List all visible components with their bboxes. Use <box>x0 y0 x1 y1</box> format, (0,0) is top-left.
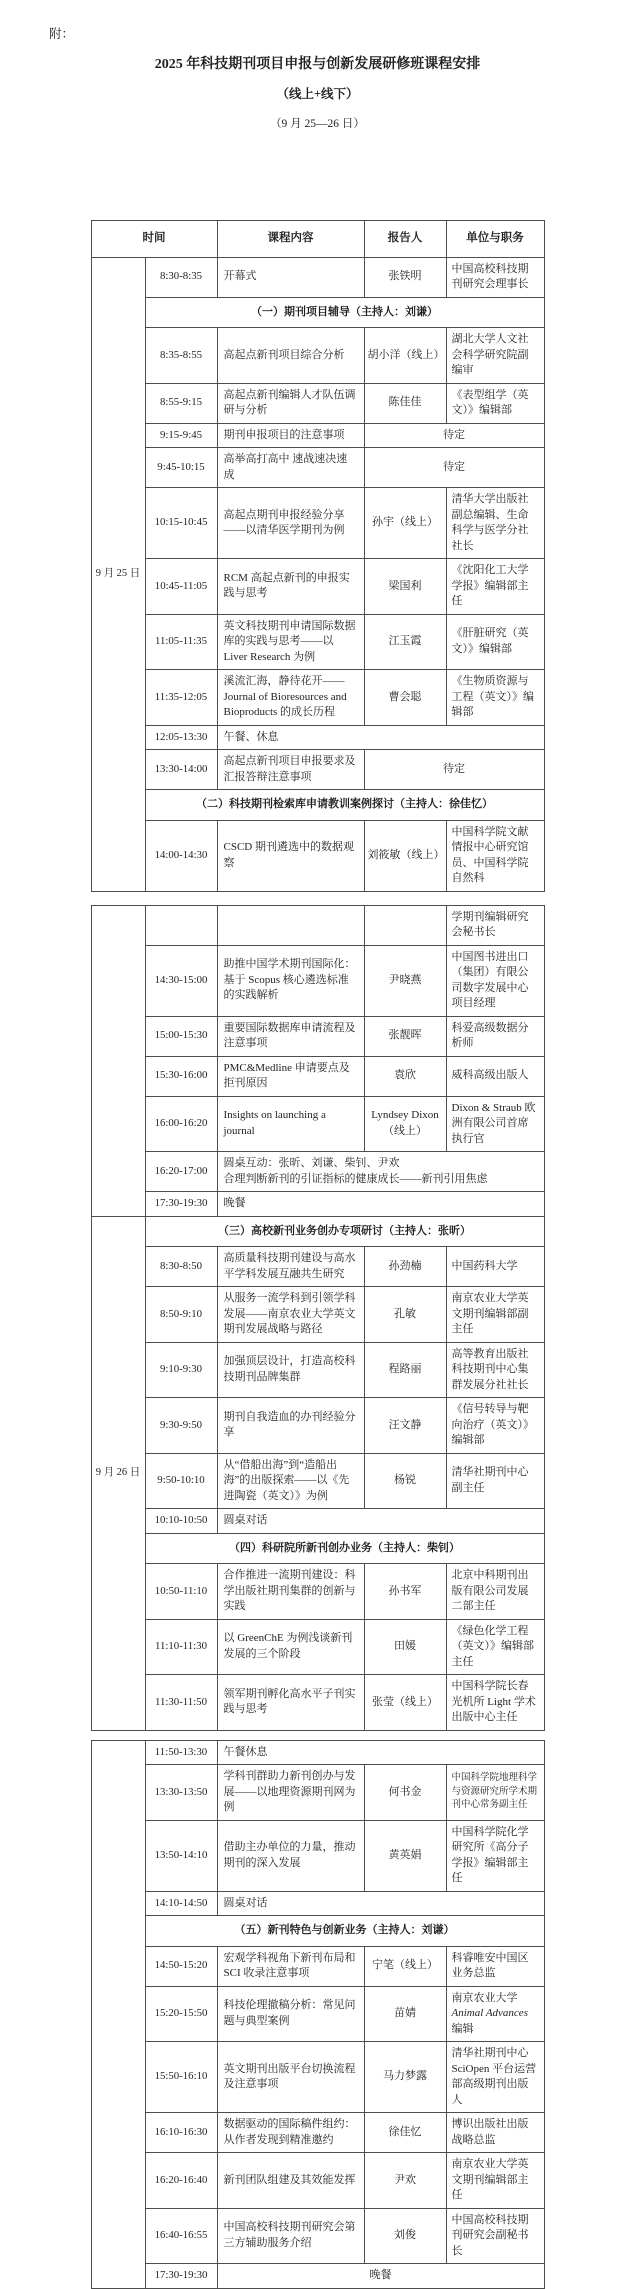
time-cell: 14:00-14:30 <box>145 820 217 891</box>
time-cell: 11:10-11:30 <box>145 1619 217 1675</box>
table-row <box>91 1287 544 1343</box>
table-row <box>91 1152 544 1192</box>
table-row <box>91 1891 544 1916</box>
day-cell <box>91 1740 145 2288</box>
speaker-cell: 张莹（线上） <box>364 1675 446 1731</box>
time-cell: 15:30-16:00 <box>145 1056 217 1096</box>
content-cell: 新刊团队组建及其效能发挥 <box>217 2153 364 2209</box>
speaker-cell: 程路丽 <box>364 1342 446 1398</box>
merged-content-cell: 圆桌对话 <box>217 1891 544 1916</box>
time-cell: 11:50-13:30 <box>145 1740 217 1765</box>
affiliation-cell: 《绿色化学工程（英文）》编辑部主任 <box>446 1619 544 1675</box>
time-cell: 13:50-14:10 <box>145 1820 217 1891</box>
affiliation-text: 南京农业大学 <box>451 1991 518 2004</box>
content-cell: Insights on launching a journal <box>217 1096 364 1152</box>
affiliation-cell: 中国科学院文献情报中心研究馆员、中国科学院自然科 <box>446 820 544 891</box>
speaker-cell: 陈佳佳 <box>364 383 446 423</box>
page-date-range: （9 月 25—26 日） <box>270 118 365 130</box>
table-row <box>91 945 544 1016</box>
time-cell: 8:55-9:15 <box>145 383 217 423</box>
table-row <box>91 1192 544 1217</box>
affiliation-cell: 清华大学出版社副总编辑、生命科学与医学分社社长 <box>446 488 544 559</box>
affiliation-cell <box>446 1986 544 2042</box>
affiliation-cell: 威科高级出版人 <box>446 1056 544 1096</box>
affiliation-journal-name: Animal Advances <box>451 2007 528 2019</box>
table-row <box>91 559 544 615</box>
table-row <box>91 1056 544 1096</box>
affiliation-cell: 中国高校科技期刊研究会副秘书长 <box>446 2208 544 2264</box>
speaker-cell: 苗婧 <box>364 1986 446 2042</box>
speaker-cell: Lyndsey Dixon（线上） <box>364 1096 446 1152</box>
schedule-table-page-3 <box>91 1740 545 2289</box>
affiliation-cell: 《沈阳化工大学学报》编辑部主任 <box>446 559 544 615</box>
table-row <box>91 1453 544 1509</box>
time-cell: 9:15-9:45 <box>145 423 217 448</box>
section-title-cell: （五）新刊特色与创新业务（主持人：刘谦） <box>145 1916 544 1947</box>
content-cell: 中国高校科技期刊研究会第三方辅助服务介绍 <box>217 2208 364 2264</box>
time-cell: 14:10-14:50 <box>145 1891 217 1916</box>
column-header-affiliation: 单位与职务 <box>446 221 544 258</box>
section-title-cell: （一）期刊项目辅导（主持人：刘谦） <box>145 297 544 328</box>
affiliation-cell: 中国科学院长春光机所 Light 学术出版中心主任 <box>446 1675 544 1731</box>
table-row <box>91 1765 544 1821</box>
affiliation-cell: 《信号转导与靶向治疗（英文）》编辑部 <box>446 1398 544 1454</box>
time-cell: 9:50-10:10 <box>145 1453 217 1509</box>
note-cell: 待定 <box>364 423 544 448</box>
speaker-cell: 尹晓燕 <box>364 945 446 1016</box>
table-row <box>91 1096 544 1152</box>
time-cell: 17:30-19:30 <box>145 1192 217 1217</box>
time-cell: 9:30-9:50 <box>145 1398 217 1454</box>
table-row <box>91 1342 544 1398</box>
day-cell <box>91 905 145 1216</box>
speaker-cell: 何书金 <box>364 1765 446 1821</box>
time-cell: 11:30-11:50 <box>145 1675 217 1731</box>
table-row <box>91 1247 544 1287</box>
page-title: 2025 年科技期刊项目申报与创新发展研修班课程安排 <box>154 57 481 72</box>
content-cell: 英文期刊出版平台切换流程及注意事项 <box>217 2042 364 2113</box>
table-row <box>91 750 544 790</box>
content-cell: 英文科技期刊申请国际数据库的实践与思考——以 Liver Research 为例 <box>217 614 364 670</box>
speaker-cell: 袁欣 <box>364 1056 446 1096</box>
schedule-table-page-2 <box>91 905 545 1731</box>
speaker-cell: 刘俊 <box>364 2208 446 2264</box>
table-row <box>91 1820 544 1891</box>
time-cell: 13:30-13:50 <box>145 1765 217 1821</box>
table-row <box>91 614 544 670</box>
content-cell: 期刊申报项目的注意事项 <box>217 423 364 448</box>
section-row <box>91 1533 544 1564</box>
content-cell: RCM 高起点新刊的申报实践与思考 <box>217 559 364 615</box>
affiliation-text: 编辑 <box>451 2022 474 2035</box>
section-title-cell: （三）高校新刊业务创办专项研讨（主持人：张昕） <box>145 1216 544 1247</box>
table-row <box>91 1675 544 1731</box>
affiliation-cell: 南京农业大学英文期刊编辑部副主任 <box>446 1287 544 1343</box>
affiliation-cell: 《表型组学（英文）》编辑部 <box>446 383 544 423</box>
time-cell: 12:05-13:30 <box>145 725 217 750</box>
content-cell: 加强顶层设计，打造高校科技期刊品牌集群 <box>217 1342 364 1398</box>
speaker-cell: 汪文静 <box>364 1398 446 1454</box>
section-row <box>91 1916 544 1947</box>
affiliation-cell: 中国图书进出口（集团）有限公司数字发展中心项目经理 <box>446 945 544 1016</box>
merged-content-cell: 晚餐 <box>217 2264 544 2289</box>
affiliation-cell: 南京农业大学英文期刊编辑部主任 <box>446 2153 544 2209</box>
time-cell: 8:30-8:50 <box>145 1247 217 1287</box>
affiliation-cell: 学期刊编辑研究会秘书长 <box>446 905 544 945</box>
content-cell: 助推中国学术期刊国际化：基于 Scopus 核心遴选标准的实践解析 <box>217 945 364 1016</box>
section-row <box>91 297 544 328</box>
content-cell: 高起点期刊申报经验分享——以清华医学期刊为例 <box>217 488 364 559</box>
affiliation-cell: 科爱高级数据分析师 <box>446 1016 544 1056</box>
time-cell: 10:15-10:45 <box>145 488 217 559</box>
header-row <box>91 221 544 258</box>
table-row <box>91 383 544 423</box>
table-row <box>91 448 544 488</box>
table-row <box>91 2208 544 2264</box>
time-cell: 9:45-10:15 <box>145 448 217 488</box>
table-row <box>91 670 544 726</box>
speaker-cell: 黄英娟 <box>364 1820 446 1891</box>
speaker-cell: 张铁明 <box>364 257 446 297</box>
affiliation-cell: Dixon & Straub 欧洲有限公司首席执行官 <box>446 1096 544 1152</box>
content-cell: 从服务一流学科到引领学科发展——南京农业大学英文期刊发展战略与路径 <box>217 1287 364 1343</box>
schedule-table-page-1 <box>91 220 545 892</box>
section-title-cell: （二）科技期刊检索库申请教训案例探讨（主持人：徐佳忆） <box>145 790 544 821</box>
affiliation-cell: 中国科学院地理科学与资源研究所学术期刊中心常务副主任 <box>446 1765 544 1821</box>
affiliation-cell: 中国高校科技期刊研究会理事长 <box>446 257 544 297</box>
content-cell: 从“借船出海”到“造船出海”的出版探索——以《先进陶瓷（英文）》为例 <box>217 1453 364 1509</box>
table-row <box>91 820 544 891</box>
table-row <box>91 1398 544 1454</box>
table-row <box>91 1946 544 1986</box>
content-cell: PMC&Medline 申请要点及拒刊原因 <box>217 1056 364 1096</box>
speaker-cell <box>364 905 446 945</box>
merged-content-cell: 圆桌对话 <box>217 1509 544 1534</box>
content-cell: 以 GreenChE 为例浅谈新刊发展的三个阶段 <box>217 1619 364 1675</box>
speaker-cell: 尹欢 <box>364 2153 446 2209</box>
affiliation-cell: 博识出版社出版战略总监 <box>446 2113 544 2153</box>
content-cell: 高起点新刊项目综合分析 <box>217 328 364 384</box>
time-cell: 8:50-9:10 <box>145 1287 217 1343</box>
content-cell: 开幕式 <box>217 257 364 297</box>
content-cell: 学科刊群助力新刊创办与发展——以地理资源期刊网为例 <box>217 1765 364 1821</box>
time-cell: 15:50-16:10 <box>145 2042 217 2113</box>
table-row <box>91 2153 544 2209</box>
content-cell: 数据驱动的国际稿件组约：从作者发现到精准邀约 <box>217 2113 364 2153</box>
time-cell: 13:30-14:00 <box>145 750 217 790</box>
affiliation-cell: 北京中科期刊出版有限公司发展二部主任 <box>446 1564 544 1620</box>
content-cell: 高质量科技期刊建设与高水平学科发展互融共生研究 <box>217 1247 364 1287</box>
speaker-cell: 孙书军 <box>364 1564 446 1620</box>
speaker-cell: 江玉霞 <box>364 614 446 670</box>
page-subtitle: （线上+线下） <box>276 87 359 101</box>
content-cell <box>217 905 364 945</box>
table-row <box>91 1740 544 1765</box>
note-cell: 待定 <box>364 750 544 790</box>
table-row <box>91 1986 544 2042</box>
time-cell: 16:20-16:40 <box>145 2153 217 2209</box>
table-row <box>91 423 544 448</box>
time-cell: 16:20-17:00 <box>145 1152 217 1192</box>
content-cell: 科技伦理撤稿分析：常见问题与典型案例 <box>217 1986 364 2042</box>
column-header-time: 时间 <box>91 221 217 258</box>
table-row <box>91 328 544 384</box>
time-cell: 15:00-15:30 <box>145 1016 217 1056</box>
table-row <box>91 2113 544 2153</box>
speaker-cell: 曹会聪 <box>364 670 446 726</box>
table-row <box>91 488 544 559</box>
content-cell: 溪流汇海，静待花开——Journal of Bioresources and Bioproducts 的成长历程 <box>217 670 364 726</box>
speaker-cell: 梁国利 <box>364 559 446 615</box>
speaker-cell: 胡小洋（线上） <box>364 328 446 384</box>
content-cell: 重要国际数据库申请流程及注意事项 <box>217 1016 364 1056</box>
table-row <box>91 1016 544 1056</box>
time-cell: 10:45-11:05 <box>145 559 217 615</box>
merged-content-line: 圆桌互动：张昕、刘谦、柴钊、尹欢 <box>223 1157 400 1169</box>
time-cell: 16:40-16:55 <box>145 2208 217 2264</box>
content-cell: 高起点新刊项目申报要求及汇报答辩注意事项 <box>217 750 364 790</box>
speaker-cell: 张靓晖 <box>364 1016 446 1056</box>
affiliation-cell: 中国药科大学 <box>446 1247 544 1287</box>
content-cell: 高起点新刊编辑人才队伍调研与分析 <box>217 383 364 423</box>
time-cell: 9:10-9:30 <box>145 1342 217 1398</box>
affiliation-cell: 《生物质资源与工程（英文）》编辑部 <box>446 670 544 726</box>
table-row <box>91 1564 544 1620</box>
time-cell: 8:30-8:35 <box>145 257 217 297</box>
table-row <box>91 725 544 750</box>
speaker-cell: 宁笔（线上） <box>364 1946 446 1986</box>
time-cell: 15:20-15:50 <box>145 1986 217 2042</box>
time-cell: 17:30-19:30 <box>145 2264 217 2289</box>
merged-content-cell <box>217 1152 544 1192</box>
speaker-cell: 杨锐 <box>364 1453 446 1509</box>
content-cell: 领军期刊孵化高水平子刊实践与思考 <box>217 1675 364 1731</box>
speaker-cell: 孙宇（线上） <box>364 488 446 559</box>
section-title-cell: （四）科研院所新刊创办业务（主持人：柴钊） <box>145 1533 544 1564</box>
day-cell: 9 月 26 日 <box>91 1216 145 1730</box>
table-row <box>91 257 544 297</box>
content-cell: 合作推进一流期刊建设：科学出版社期刊集群的创新与实践 <box>217 1564 364 1620</box>
affiliation-cell: 中国科学院化学研究所《高分子学报》编辑部主任 <box>446 1820 544 1891</box>
time-cell: 8:35-8:55 <box>145 328 217 384</box>
table-row <box>91 905 544 945</box>
affiliation-cell: 《肝脏研究（英文）》编辑部 <box>446 614 544 670</box>
note-cell: 待定 <box>364 448 544 488</box>
content-cell: 宏观学科视角下新刊布局和 SCI 收录注意事项 <box>217 1946 364 1986</box>
table-row <box>91 2264 544 2289</box>
affiliation-cell: 湖北大学人文社会科学研究院副编审 <box>446 328 544 384</box>
merged-content-cell: 午餐、休息 <box>217 725 544 750</box>
schedule-tables <box>0 220 635 2289</box>
merged-content-cell: 午餐休息 <box>217 1740 544 1765</box>
content-cell: CSCD 期刊遴选中的数据观察 <box>217 820 364 891</box>
time-cell: 10:10-10:50 <box>145 1509 217 1534</box>
content-cell: 借助主办单位的力量，推动期刊的深入发展 <box>217 1820 364 1891</box>
speaker-cell: 田媛 <box>364 1619 446 1675</box>
merged-content-line: 合理判断新刊的引证指标的健康成长——新刊引用焦虑 <box>223 1172 488 1185</box>
column-header-content: 课程内容 <box>217 221 364 258</box>
affiliation-cell: 清华社期刊中心 SciOpen 平台运营部高级期刊出版人 <box>446 2042 544 2113</box>
affiliation-cell: 科睿唯安中国区业务总监 <box>446 1946 544 1986</box>
table-row <box>91 1619 544 1675</box>
speaker-cell: 马力梦露 <box>364 2042 446 2113</box>
time-cell: 14:50-15:20 <box>145 1946 217 1986</box>
speaker-cell: 孙劲楠 <box>364 1247 446 1287</box>
section-row <box>91 1216 544 1247</box>
time-cell <box>145 905 217 945</box>
time-cell: 16:00-16:20 <box>145 1096 217 1152</box>
content-cell: 高举高打高中 速战速决速成 <box>217 448 364 488</box>
speaker-cell: 孔敏 <box>364 1287 446 1343</box>
attachment-label: 附： <box>49 27 75 41</box>
affiliation-cell: 高等教育出版社科技期刊中心集群发展分社社长 <box>446 1342 544 1398</box>
section-row <box>91 790 544 821</box>
time-cell: 10:50-11:10 <box>145 1564 217 1620</box>
content-cell: 期刊自我造血的办刊经验分享 <box>217 1398 364 1454</box>
time-cell: 16:10-16:30 <box>145 2113 217 2153</box>
speaker-cell: 徐佳忆 <box>364 2113 446 2153</box>
affiliation-cell: 清华社期刊中心副主任 <box>446 1453 544 1509</box>
table-row <box>91 2042 544 2113</box>
time-cell: 14:30-15:00 <box>145 945 217 1016</box>
time-cell: 11:35-12:05 <box>145 670 217 726</box>
column-header-speaker: 报告人 <box>364 221 446 258</box>
table-row <box>91 1509 544 1534</box>
merged-content-cell: 晚餐 <box>217 1192 544 1217</box>
day-cell: 9 月 25 日 <box>91 257 145 891</box>
time-cell: 11:05-11:35 <box>145 614 217 670</box>
speaker-cell: 刘筱敏（线上） <box>364 820 446 891</box>
